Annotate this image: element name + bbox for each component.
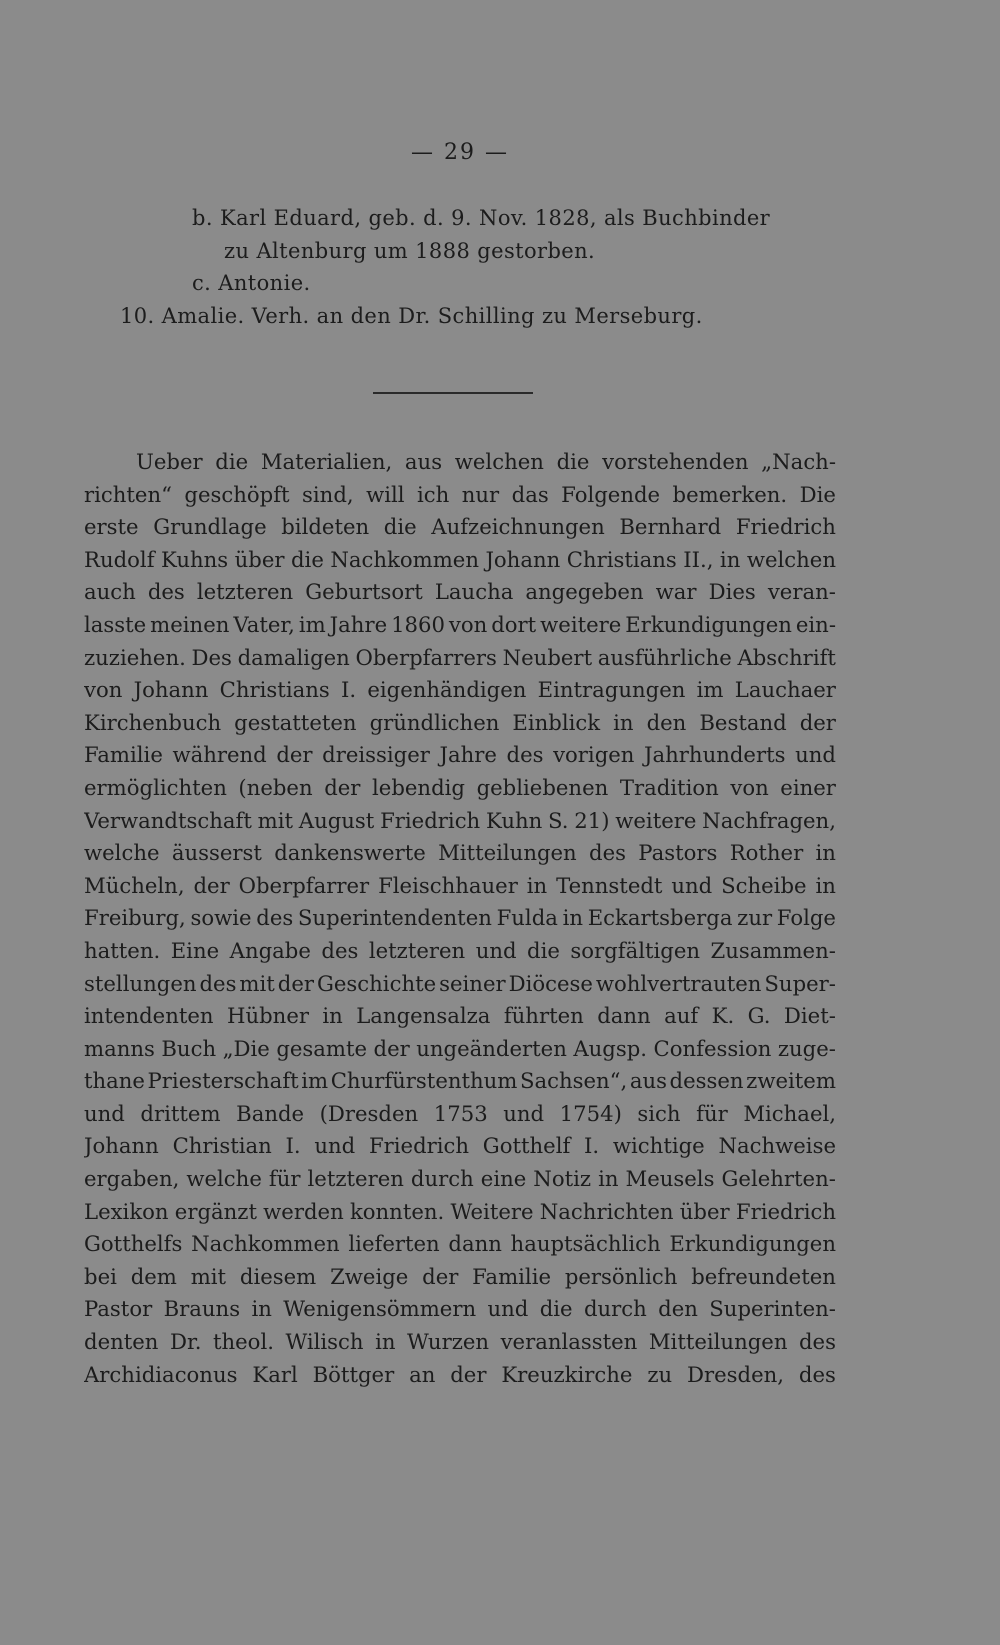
text-line: und drittem Bande (Dresden 1753 und 1754) sich für Michael, — [84, 1100, 836, 1126]
list-item: zu Altenburg um 1888 gestorben. — [224, 238, 596, 263]
text-line: Lexikon ergänzt werden konnten. Weitere Nachrichten über Friedrich — [84, 1198, 836, 1224]
text-line: thane Priesterschaft im Churfürstenthum Sachsen“, aus dessen zweitem — [84, 1068, 836, 1094]
text-line: intendenten Hübner in Langensalza führten dann auf K. G. Diet- — [84, 1003, 836, 1029]
text-line: bei dem mit diesem Zweige der Familie persönlich befreundeten — [84, 1263, 836, 1289]
text-line: von Johann Christians I. eigenhändigen Eintragungen im Lauchaer — [84, 677, 836, 703]
text-line: denten Dr. theol. Wilisch in Wurzen veranlassten Mitteilungen des — [84, 1329, 836, 1355]
text-line: richten“ geschöpft sind, will ich nur das Folgende bemerken. Die — [84, 481, 836, 507]
text-line: welche äusserst dankenswerte Mitteilungen des Pastors Rother in — [84, 840, 836, 866]
text-line: Freiburg, sowie des Superintendenten Fulda in Eckartsberga zur Folge — [84, 905, 836, 931]
text-line: Verwandtschaft mit August Friedrich Kuhn S. 21) weitere Nachfragen, — [84, 807, 836, 833]
text-line: ergaben, welche für letzteren durch eine Notiz in Meusels Gelehrten- — [84, 1166, 836, 1192]
text-line: Familie während der dreissiger Jahre des vorigen Jahrhunderts und — [84, 742, 836, 768]
list-item: b. Karl Eduard, geb. d. 9. Nov. 1828, als Buchbinder — [192, 206, 771, 230]
text-line: Rudolf Kuhns über die Nachkommen Johann Christians II., in welchen — [84, 546, 836, 572]
text-line: stellungen des mit der Geschichte seiner Diöcese wohlvertrauten Super- — [84, 970, 836, 996]
text-line: zuziehen. Des damaligen Oberpfarrers Neubert ausführliche Abschrift — [84, 644, 836, 670]
section-divider — [373, 392, 533, 394]
page-number: — 29 — — [411, 140, 509, 165]
text-line: manns Buch „Die gesamte der ungeänderten Augsp. Confession zuge- — [84, 1035, 836, 1061]
list-item: 10. Amalie. Verh. an den Dr. Schilling zu Merseburg. — [120, 303, 703, 328]
body-paragraph — [84, 446, 836, 1391]
text-line: Johann Christian I. und Friedrich Gotthelf I. wichtige Nachweise — [84, 1133, 836, 1159]
text-line: Gotthelfs Nachkommen lieferten dann hauptsächlich Erkundigungen — [84, 1231, 836, 1257]
text-line: auch des letzteren Geburtsort Laucha angegeben war Dies veran- — [84, 579, 836, 605]
text-line: ermöglichten (neben der lebendig gebliebenen Tradition von einer — [84, 774, 836, 800]
text-line: Ueber die Materialien, aus welchen die vorstehenden „Nach- — [136, 449, 836, 474]
text-line: erste Grundlage bildeten die Aufzeichnungen Bernhard Friedrich — [84, 514, 836, 540]
text-line: hatten. Eine Angabe des letzteren und die sorgfältigen Zusammen- — [84, 937, 836, 963]
genealogy-list — [112, 202, 852, 332]
text-line: Mücheln, der Oberpfarrer Fleischhauer in Tennstedt und Scheibe in — [84, 872, 836, 898]
text-line: lasste meinen Vater, im Jahre 1860 von dort weitere Erkundigungen ein- — [84, 611, 836, 637]
list-item: c. Antonie. — [192, 271, 311, 295]
text-line: Pastor Brauns in Wenigensömmern und die durch den Superinten- — [84, 1296, 836, 1322]
text-line: Kirchenbuch gestatteten gründlichen Einblick in den Bestand der — [84, 709, 836, 735]
text-line: Archidiaconus Karl Böttger an der Kreuzkirche zu Dresden, des — [84, 1361, 836, 1387]
